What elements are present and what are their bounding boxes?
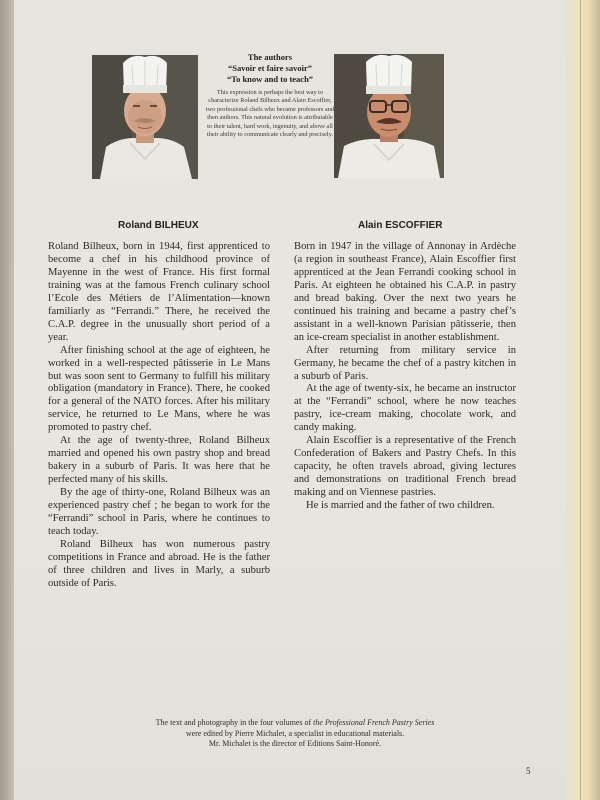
authors-intro bbox=[206, 52, 334, 139]
editor-credits bbox=[150, 718, 440, 750]
intro-heading-line: “To know and to teach” bbox=[226, 74, 314, 84]
bio-paragraph: By the age of thirty-one, Roland Bilheux was an experienced pastry chef ; he began to work for the “Ferrandi” school in Paris, where he continues to teach today. bbox=[48, 487, 270, 537]
credits-text: were edited by Pierre Michalet, a specialist in educational materials. bbox=[185, 728, 405, 738]
bio-paragraph: After returning from military service in Germany, he became the chef of a pastry kitchen in a suburb of Paris. bbox=[294, 344, 516, 382]
bio-paragraph: Roland Bilheux has won numerous pastry competitions in France and abroad. He is the father of three children and lives in Marly, a suburb outside of Paris. bbox=[48, 538, 270, 589]
portrait-alain-escoffier bbox=[334, 54, 444, 178]
bio-paragraph: At the age of twenty-six, he became an instructor at the “Ferrandi” school, where he now teaches pastry, ice-cream making, chocolate work, and candy making. bbox=[294, 383, 516, 434]
intro-heading-line: “Savoir et faire savoir” bbox=[228, 63, 312, 73]
series-title: the Professional French Pastry Series bbox=[313, 718, 435, 727]
page-stack-edge bbox=[566, 0, 600, 800]
intro-heading bbox=[206, 52, 334, 85]
page-number: 5 bbox=[526, 766, 531, 776]
bio-paragraph: After finishing school at the age of eighteen, he worked in a well-respected pâtisserie in Le Mans but was soon sent to Germany to fulfill his military obligation (mandatory in France). There, he cooked for a general of the NATO forces. After his military service, he returned to Le Mans, where he was promoted to pastry chef. bbox=[48, 344, 270, 434]
intro-body: This expression is perhaps the best way to characterize Roland Bilheux and Alain Escoffier, two professional chefs who became professors and then authors. This natural evolution is attributable to their talent, hard work, ingenuity, and above all their ability to communicate clearly and precisely. bbox=[206, 89, 334, 139]
bio-paragraph: Alain Escoffier is a representative of the French Confederation of Bakers and Pastry Chefs. In this capacity, he often travels abroad, giving lectures and demonstrations on traditional French bread making and on Viennese pastries. bbox=[294, 435, 516, 499]
bio-paragraph: He is married and the father of two children. bbox=[306, 500, 495, 512]
credits-line: Mr. Michalet is the director of Editions Saint-Honoré. bbox=[208, 739, 382, 748]
credits-line bbox=[150, 718, 440, 739]
biography-alain-escoffier bbox=[294, 241, 516, 513]
author-name-left: Roland BILHEUX bbox=[118, 220, 199, 231]
portrait-roland-bilheux bbox=[92, 55, 198, 179]
book-spine-shadow bbox=[0, 0, 14, 800]
credits-text: The text and photography in the four volumes of bbox=[155, 718, 314, 727]
bio-paragraph: At the age of twenty-three, Roland Bilheux married and opened his own pastry shop and bread bakery in a suburb of Paris. It was here that he perfected many of his skills. bbox=[48, 435, 270, 486]
biography-roland-bilheux bbox=[48, 241, 270, 591]
author-name-right: Alain ESCOFFIER bbox=[358, 220, 443, 231]
bio-paragraph: Born in 1947 in the village of Annonay in Ardèche (a region in southeast France), Alain Escoffier first apprenticed at the Jean Ferrandi cooking school in Paris. At eighteen he obtained his C.A.P. in pastry and bread baking. Over the next two years he continued his training and became a pastry chef’s assistant in a well-known Parisian pâtisserie, then an ice-cream specialist in another establishment. bbox=[294, 241, 516, 343]
bio-paragraph: Roland Bilheux, born in 1944, first apprenticed to become a chef in his childhood province of Mayenne in the west of France. His first formal training was at the famous French culinary school l’Ecole des Métiers de l’Alimentation—known familiarly as “Ferrandi.” There, he received the C.A.P. degree in the unusually short period of a year. bbox=[48, 241, 270, 343]
intro-heading-line: The authors bbox=[247, 52, 293, 62]
